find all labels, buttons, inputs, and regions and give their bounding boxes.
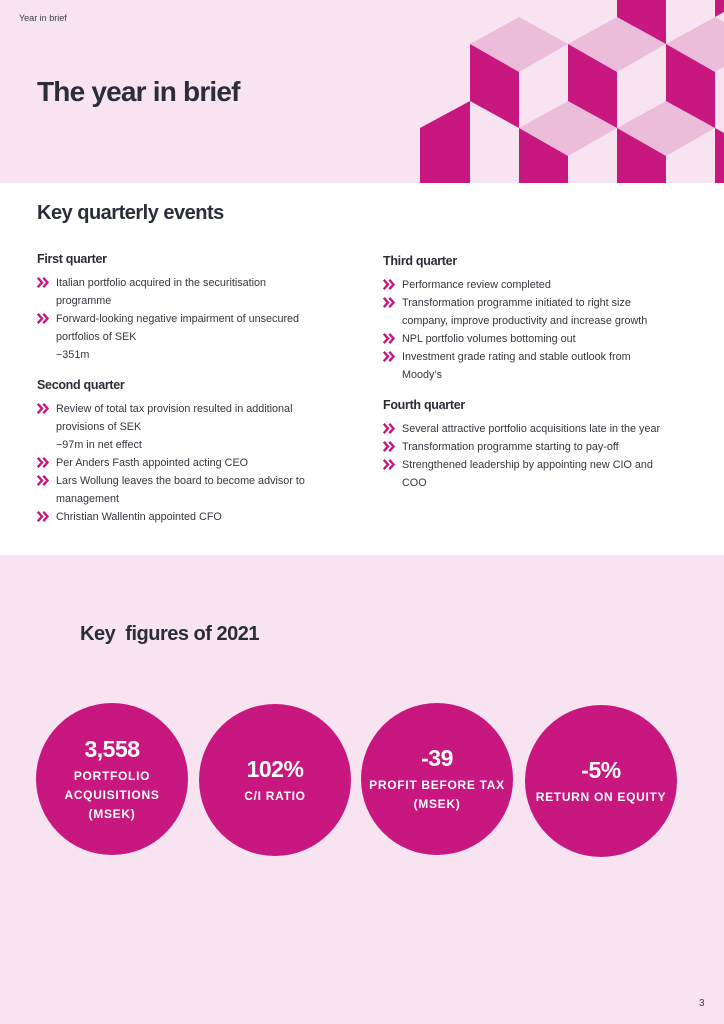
double-chevron-right-icon — [37, 313, 49, 324]
event-list — [383, 276, 683, 384]
page-title: The year in brief — [37, 76, 240, 107]
event-text-line: portfolios of SEK — [56, 331, 137, 343]
event-text-line: −97m in net effect — [56, 439, 142, 451]
event-item — [383, 330, 683, 348]
event-item — [383, 294, 683, 330]
event-text-line: provisions of SEK — [56, 421, 142, 433]
double-chevron-right-icon — [383, 423, 395, 434]
double-chevron-right-icon — [383, 441, 395, 452]
double-chevron-right-icon — [37, 475, 49, 486]
event-text-line: Strengthened leadership by appointing new CIO and — [402, 459, 653, 471]
event-item — [383, 276, 683, 294]
event-text-line: NPL portfolio volumes bottoming out — [402, 333, 576, 345]
event-text-line: Investment grade rating and stable outlook from — [402, 351, 631, 363]
event-text-line: COO — [402, 477, 427, 489]
double-chevron-right-icon — [37, 403, 49, 414]
event-item — [37, 454, 337, 472]
double-chevron-right-icon — [383, 333, 395, 344]
double-chevron-right-icon — [37, 511, 49, 522]
double-chevron-right-icon — [383, 459, 395, 470]
key-figure-circle — [199, 704, 351, 856]
key-figure-label-line: C/I RATIO — [244, 788, 306, 803]
key-figure-value: 102% — [246, 755, 304, 782]
event-text-line: programme — [56, 295, 112, 307]
event-text-line: Transformation programme starting to pay-off — [402, 441, 619, 453]
key-figure-value: -5% — [581, 756, 621, 783]
event-item — [383, 348, 683, 384]
quarter-heading: First quarter — [37, 252, 107, 266]
event-text-line: Transformation programme initiated to right size — [402, 297, 631, 309]
key-figure-label-line: ACQUISITIONS — [64, 787, 160, 802]
event-item — [37, 274, 337, 310]
key-figures-title: Key figures of 2021 — [80, 623, 259, 645]
quarter-third — [383, 254, 683, 384]
event-item — [37, 400, 337, 454]
event-list — [37, 400, 337, 526]
event-item — [37, 472, 337, 508]
key-figure-label-line: RETURN ON EQUITY — [535, 789, 667, 804]
double-chevron-right-icon — [37, 277, 49, 288]
event-text-line: Per Anders Fasth appointed acting CEO — [56, 457, 249, 469]
running-head: Year in brief — [19, 13, 67, 23]
event-text-line: Performance review completed — [402, 279, 551, 291]
event-text-line: Christian Wallentin appointed CFO — [56, 511, 222, 523]
section-title: Key quarterly events — [37, 202, 224, 224]
event-item — [383, 438, 683, 456]
event-list — [37, 274, 337, 364]
double-chevron-right-icon — [383, 279, 395, 290]
key-figure-label — [64, 767, 159, 824]
key-figure-circle — [525, 705, 677, 857]
quarter-fourth — [383, 398, 683, 492]
event-list — [383, 420, 683, 492]
double-chevron-right-icon — [383, 351, 395, 362]
key-figure-circle — [361, 703, 513, 855]
key-figure-label — [369, 776, 505, 814]
key-figure-label-line: (MSEK) — [413, 797, 461, 811]
double-chevron-right-icon — [383, 297, 395, 308]
quarter-heading: Third quarter — [383, 254, 457, 268]
key-figure-circle — [36, 703, 188, 855]
event-text-line: Forward-looking negative impairment of unsecured — [56, 313, 300, 325]
header-band — [0, 0, 724, 183]
key-figure-value: 3,558 — [84, 735, 140, 762]
event-item — [383, 420, 683, 438]
key-figure-label-line: PROFIT BEFORE TAX — [369, 778, 505, 792]
event-item — [37, 310, 337, 364]
event-text-line: Moody’s — [402, 369, 443, 381]
event-text-line: Italian portfolio acquired in the securitisation — [56, 277, 267, 289]
event-text-line: Lars Wollung leaves the board to become advisor to — [56, 475, 305, 487]
event-item — [383, 456, 683, 492]
key-figure-label-line: PORTFOLIO — [73, 768, 151, 783]
key-figure-label — [536, 788, 667, 807]
key-figure-label — [244, 787, 305, 806]
key-figure-label-line: (MSEK) — [88, 806, 136, 821]
quarter-first — [37, 252, 337, 364]
event-text-line: Review of total tax provision resulted in additional — [56, 403, 293, 415]
double-chevron-right-icon — [37, 457, 49, 468]
isometric-cubes-pattern — [420, 0, 724, 183]
quarter-second — [37, 378, 337, 526]
event-text-line: Several attractive portfolio acquisitions late in the year — [402, 423, 661, 435]
event-text-line: company, improve productivity and increase growth — [402, 315, 648, 327]
event-item — [37, 508, 337, 526]
event-text-line: management — [56, 493, 120, 505]
event-text-line: −351m — [56, 349, 90, 361]
quarter-heading: Fourth quarter — [383, 398, 465, 412]
key-figure-value: -39 — [421, 745, 453, 771]
quarter-heading: Second quarter — [37, 378, 125, 392]
page-number: 3 — [699, 998, 705, 1009]
